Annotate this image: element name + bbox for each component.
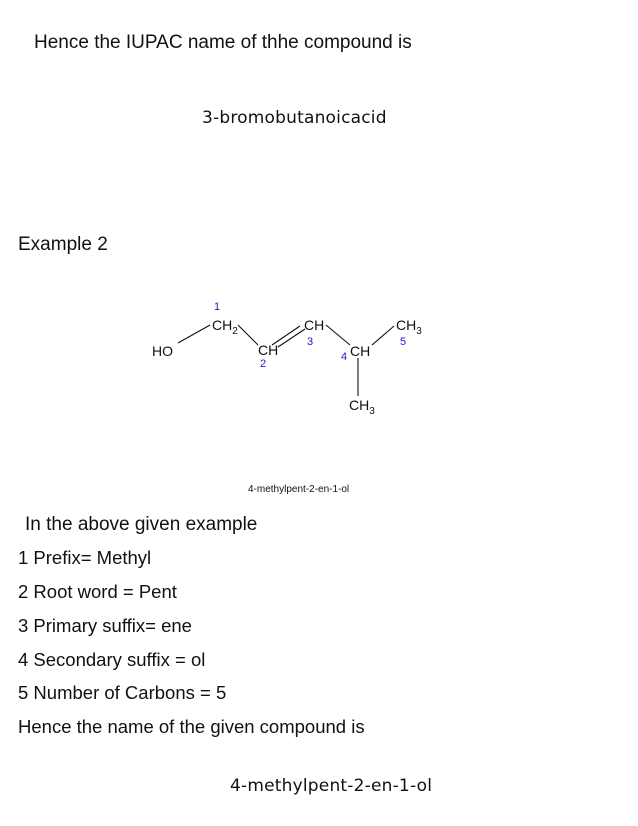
atom-c2: CH: [258, 342, 279, 358]
example-heading: Example 2: [18, 234, 108, 255]
bond-c1-c2: [238, 325, 258, 345]
structure-caption: 4-methylpent-2-en-1-ol: [248, 484, 350, 495]
atom-ch2: $CH_2$: [212, 317, 238, 337]
carbon-number-2: 2: [260, 358, 267, 370]
compound-2-name: 4-methylpent-2-en-1-ol: [230, 776, 433, 796]
atom-methyl: $CH_3$: [349, 397, 375, 417]
conclusion-line: Hence the name of the given compound is: [18, 716, 365, 737]
intro-line: Hence the IUPAC name of thhe compound is: [34, 32, 412, 53]
atom-ho: HO: [152, 343, 173, 359]
compound-1-name: 3-bromobutanoicacid: [202, 108, 387, 128]
atom-c3: CH: [304, 317, 325, 333]
list-item: 2 Root word = Pent: [18, 581, 177, 602]
list-item: 5 Number of Carbons = 5: [18, 682, 227, 703]
atom-c5: $CH_3$: [396, 317, 422, 337]
bond-c4-c5: [372, 326, 394, 345]
carbon-number-5: 5: [400, 336, 407, 348]
bond-c3-c4: [326, 325, 350, 345]
atom-c4: CH: [350, 343, 371, 359]
carbon-number-4: 4: [341, 351, 348, 363]
list-item: 1 Prefix= Methyl: [18, 547, 152, 568]
list-item: 4 Secondary suffix = ol: [18, 649, 206, 670]
carbon-number-1: 1: [214, 301, 221, 313]
carbon-number-3: 3: [307, 336, 314, 348]
explanation-heading: In the above given example: [25, 514, 258, 535]
bond-o-c1: [178, 325, 210, 343]
list-item: 3 Primary suffix= ene: [18, 615, 192, 636]
